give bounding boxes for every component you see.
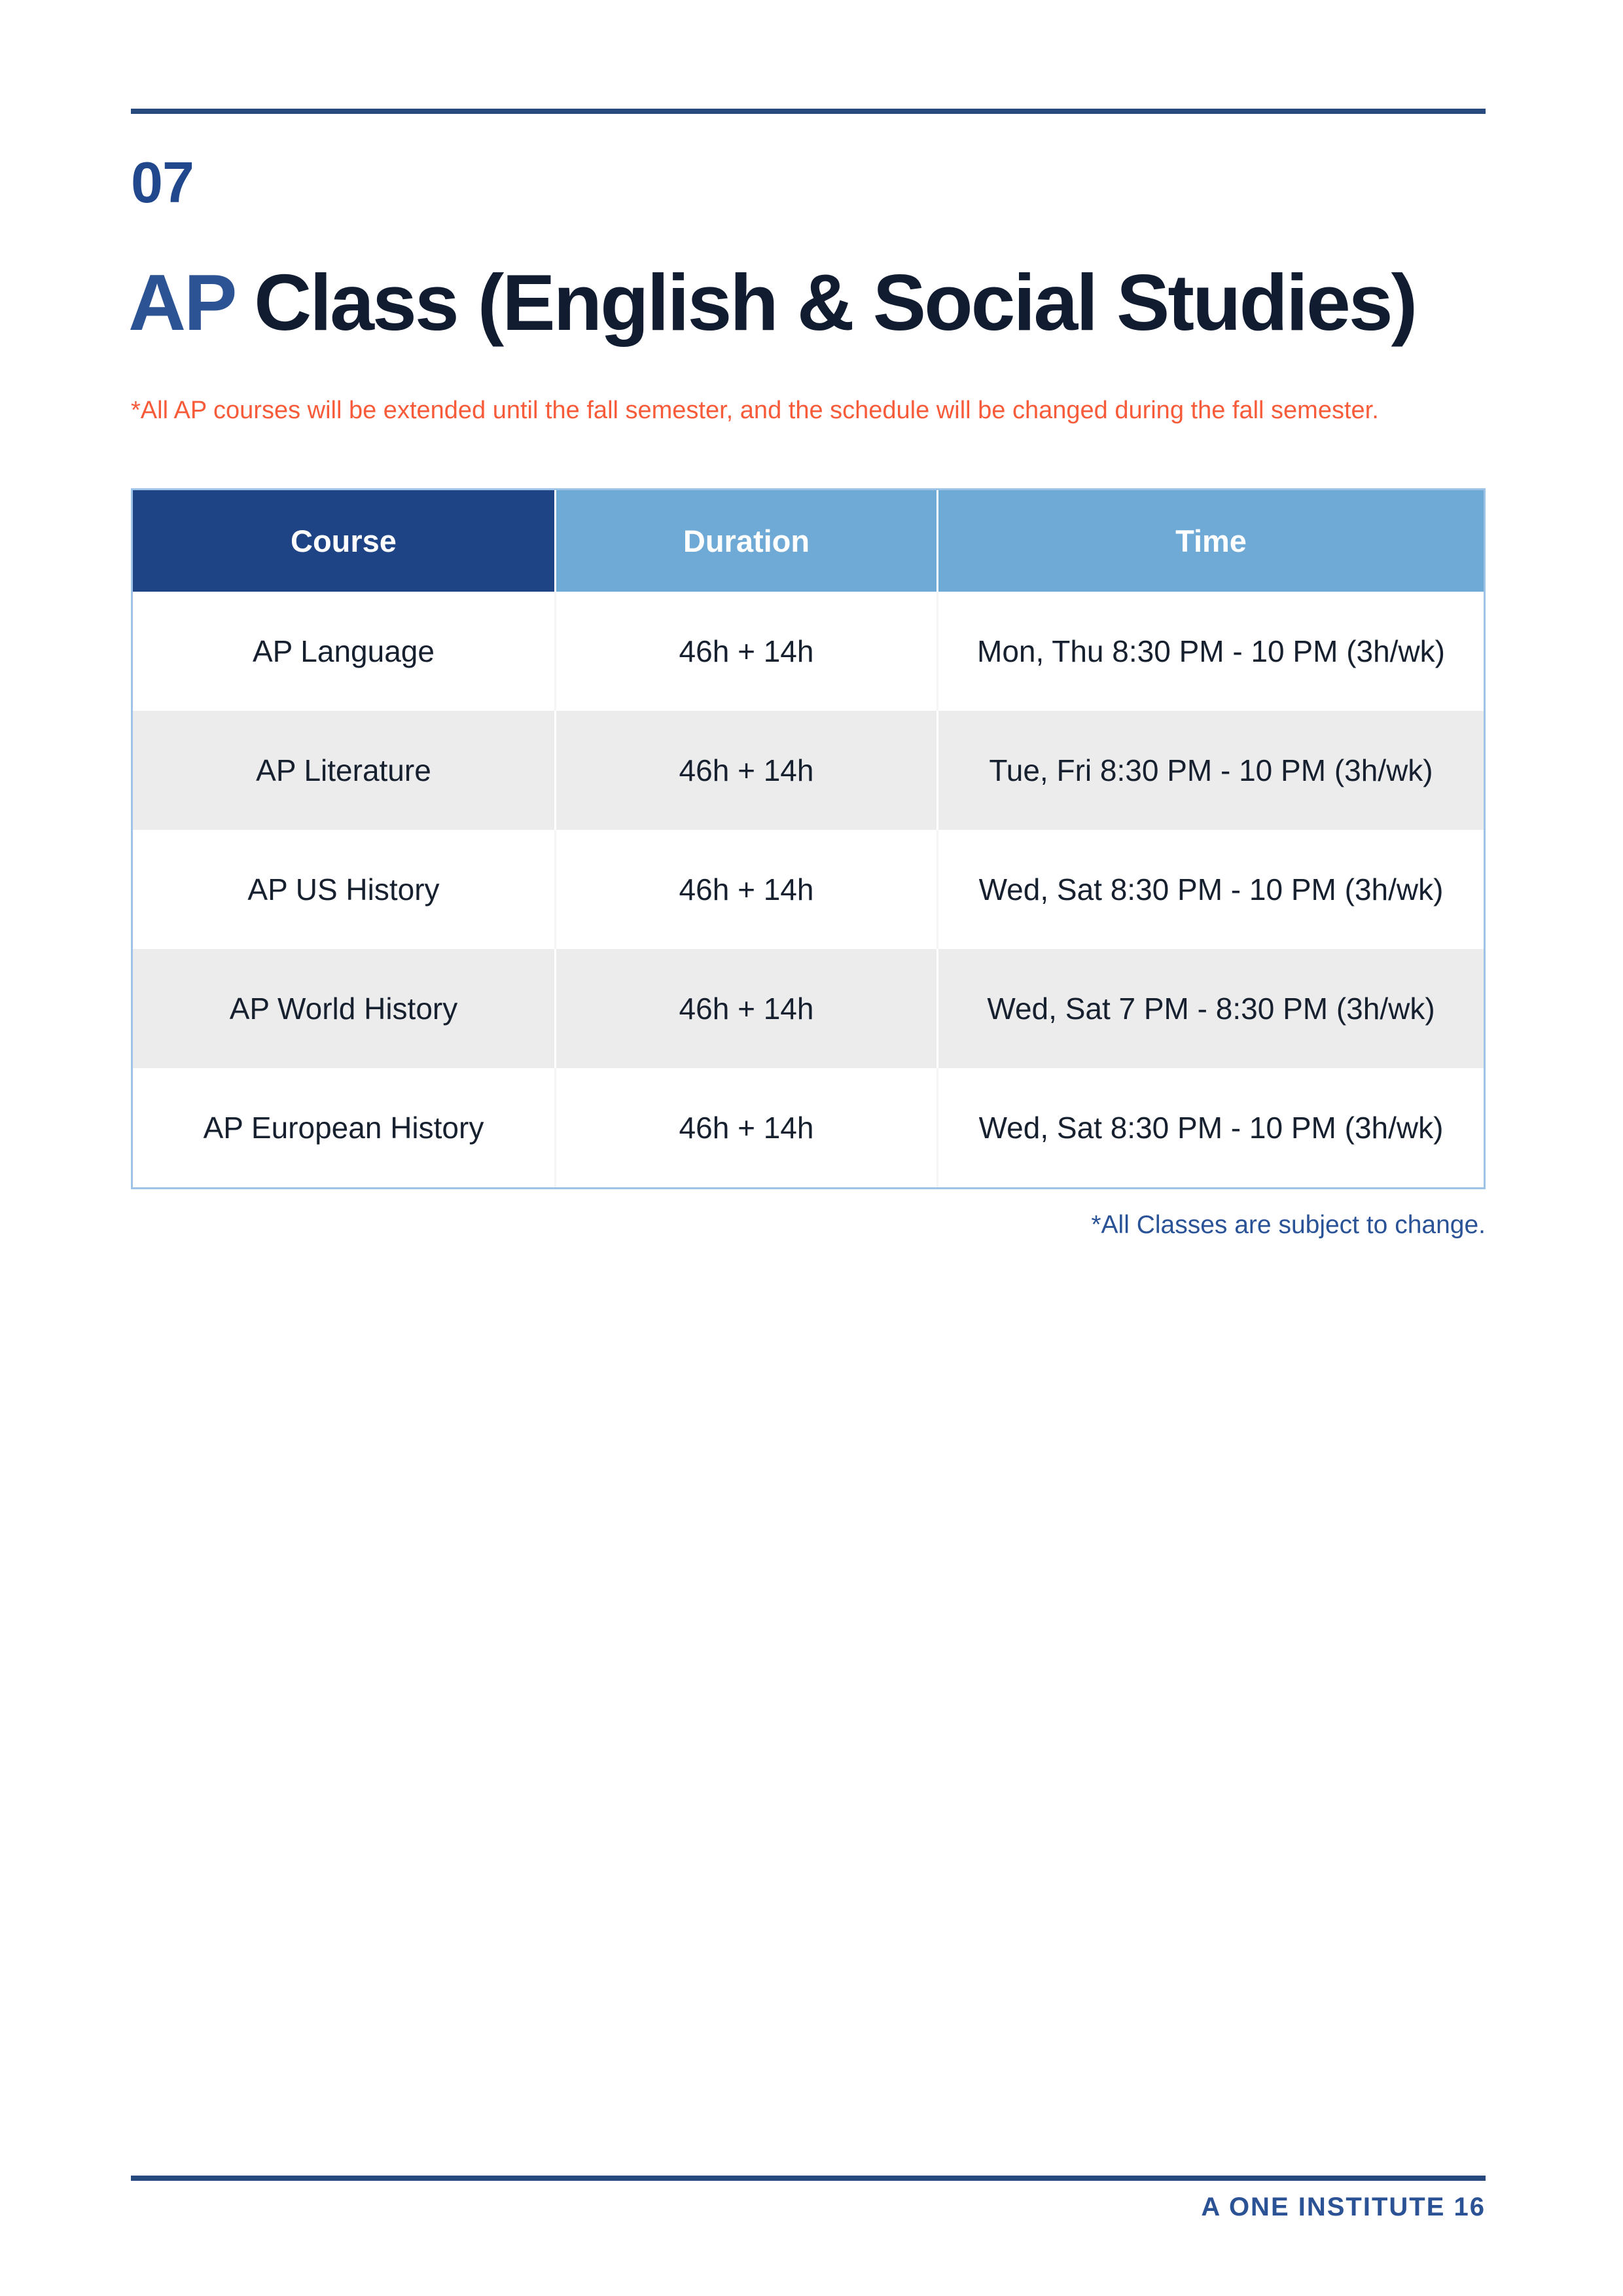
column-header-course: Course xyxy=(133,490,554,592)
table-row xyxy=(133,592,1484,711)
time-cell: Wed, Sat 8:30 PM - 10 PM (3h/wk) xyxy=(936,1068,1484,1187)
table-body xyxy=(133,592,1484,1187)
footer-divider-rule xyxy=(131,2176,1486,2181)
column-header-duration: Duration xyxy=(554,490,936,592)
table-header-row xyxy=(133,490,1484,592)
duration-cell: 46h + 14h xyxy=(554,711,936,830)
duration-cell: 46h + 14h xyxy=(554,1068,936,1187)
table-row xyxy=(133,1068,1484,1187)
column-header-time: Time xyxy=(936,490,1484,592)
schedule-change-note: *All AP courses will be extended until the fall semester, and the schedule will be changed during the fall semester. xyxy=(131,397,1379,424)
time-cell: Wed, Sat 8:30 PM - 10 PM (3h/wk) xyxy=(936,830,1484,949)
duration-cell: 46h + 14h xyxy=(554,949,936,1068)
course-cell: AP Literature xyxy=(256,753,431,787)
time-cell: Mon, Thu 8:30 PM - 10 PM (3h/wk) xyxy=(936,592,1484,711)
footer-institute-page-number: A ONE INSTITUTE 16 xyxy=(1201,2193,1486,2221)
top-divider-rule xyxy=(131,109,1486,114)
table-row xyxy=(133,711,1484,830)
page-title-highlight: AP xyxy=(128,258,234,347)
time-cell: Wed, Sat 7 PM - 8:30 PM (3h/wk) xyxy=(936,949,1484,1068)
table-row xyxy=(133,830,1484,949)
page-title xyxy=(128,257,1416,348)
course-cell: AP US History xyxy=(247,872,440,906)
time-cell: Tue, Fri 8:30 PM - 10 PM (3h/wk) xyxy=(936,711,1484,830)
course-schedule-table xyxy=(131,488,1486,1189)
duration-cell: 46h + 14h xyxy=(554,592,936,711)
page-title-rest: Class (English & Social Studies) xyxy=(234,258,1416,347)
course-cell: AP Language xyxy=(252,634,435,668)
classes-subject-to-change-note: *All Classes are subject to change. xyxy=(1091,1211,1486,1239)
table-row xyxy=(133,949,1484,1068)
section-number: 07 xyxy=(131,150,194,215)
course-cell: AP European History xyxy=(203,1111,484,1145)
course-cell: AP World History xyxy=(229,992,458,1026)
duration-cell: 46h + 14h xyxy=(554,830,936,949)
